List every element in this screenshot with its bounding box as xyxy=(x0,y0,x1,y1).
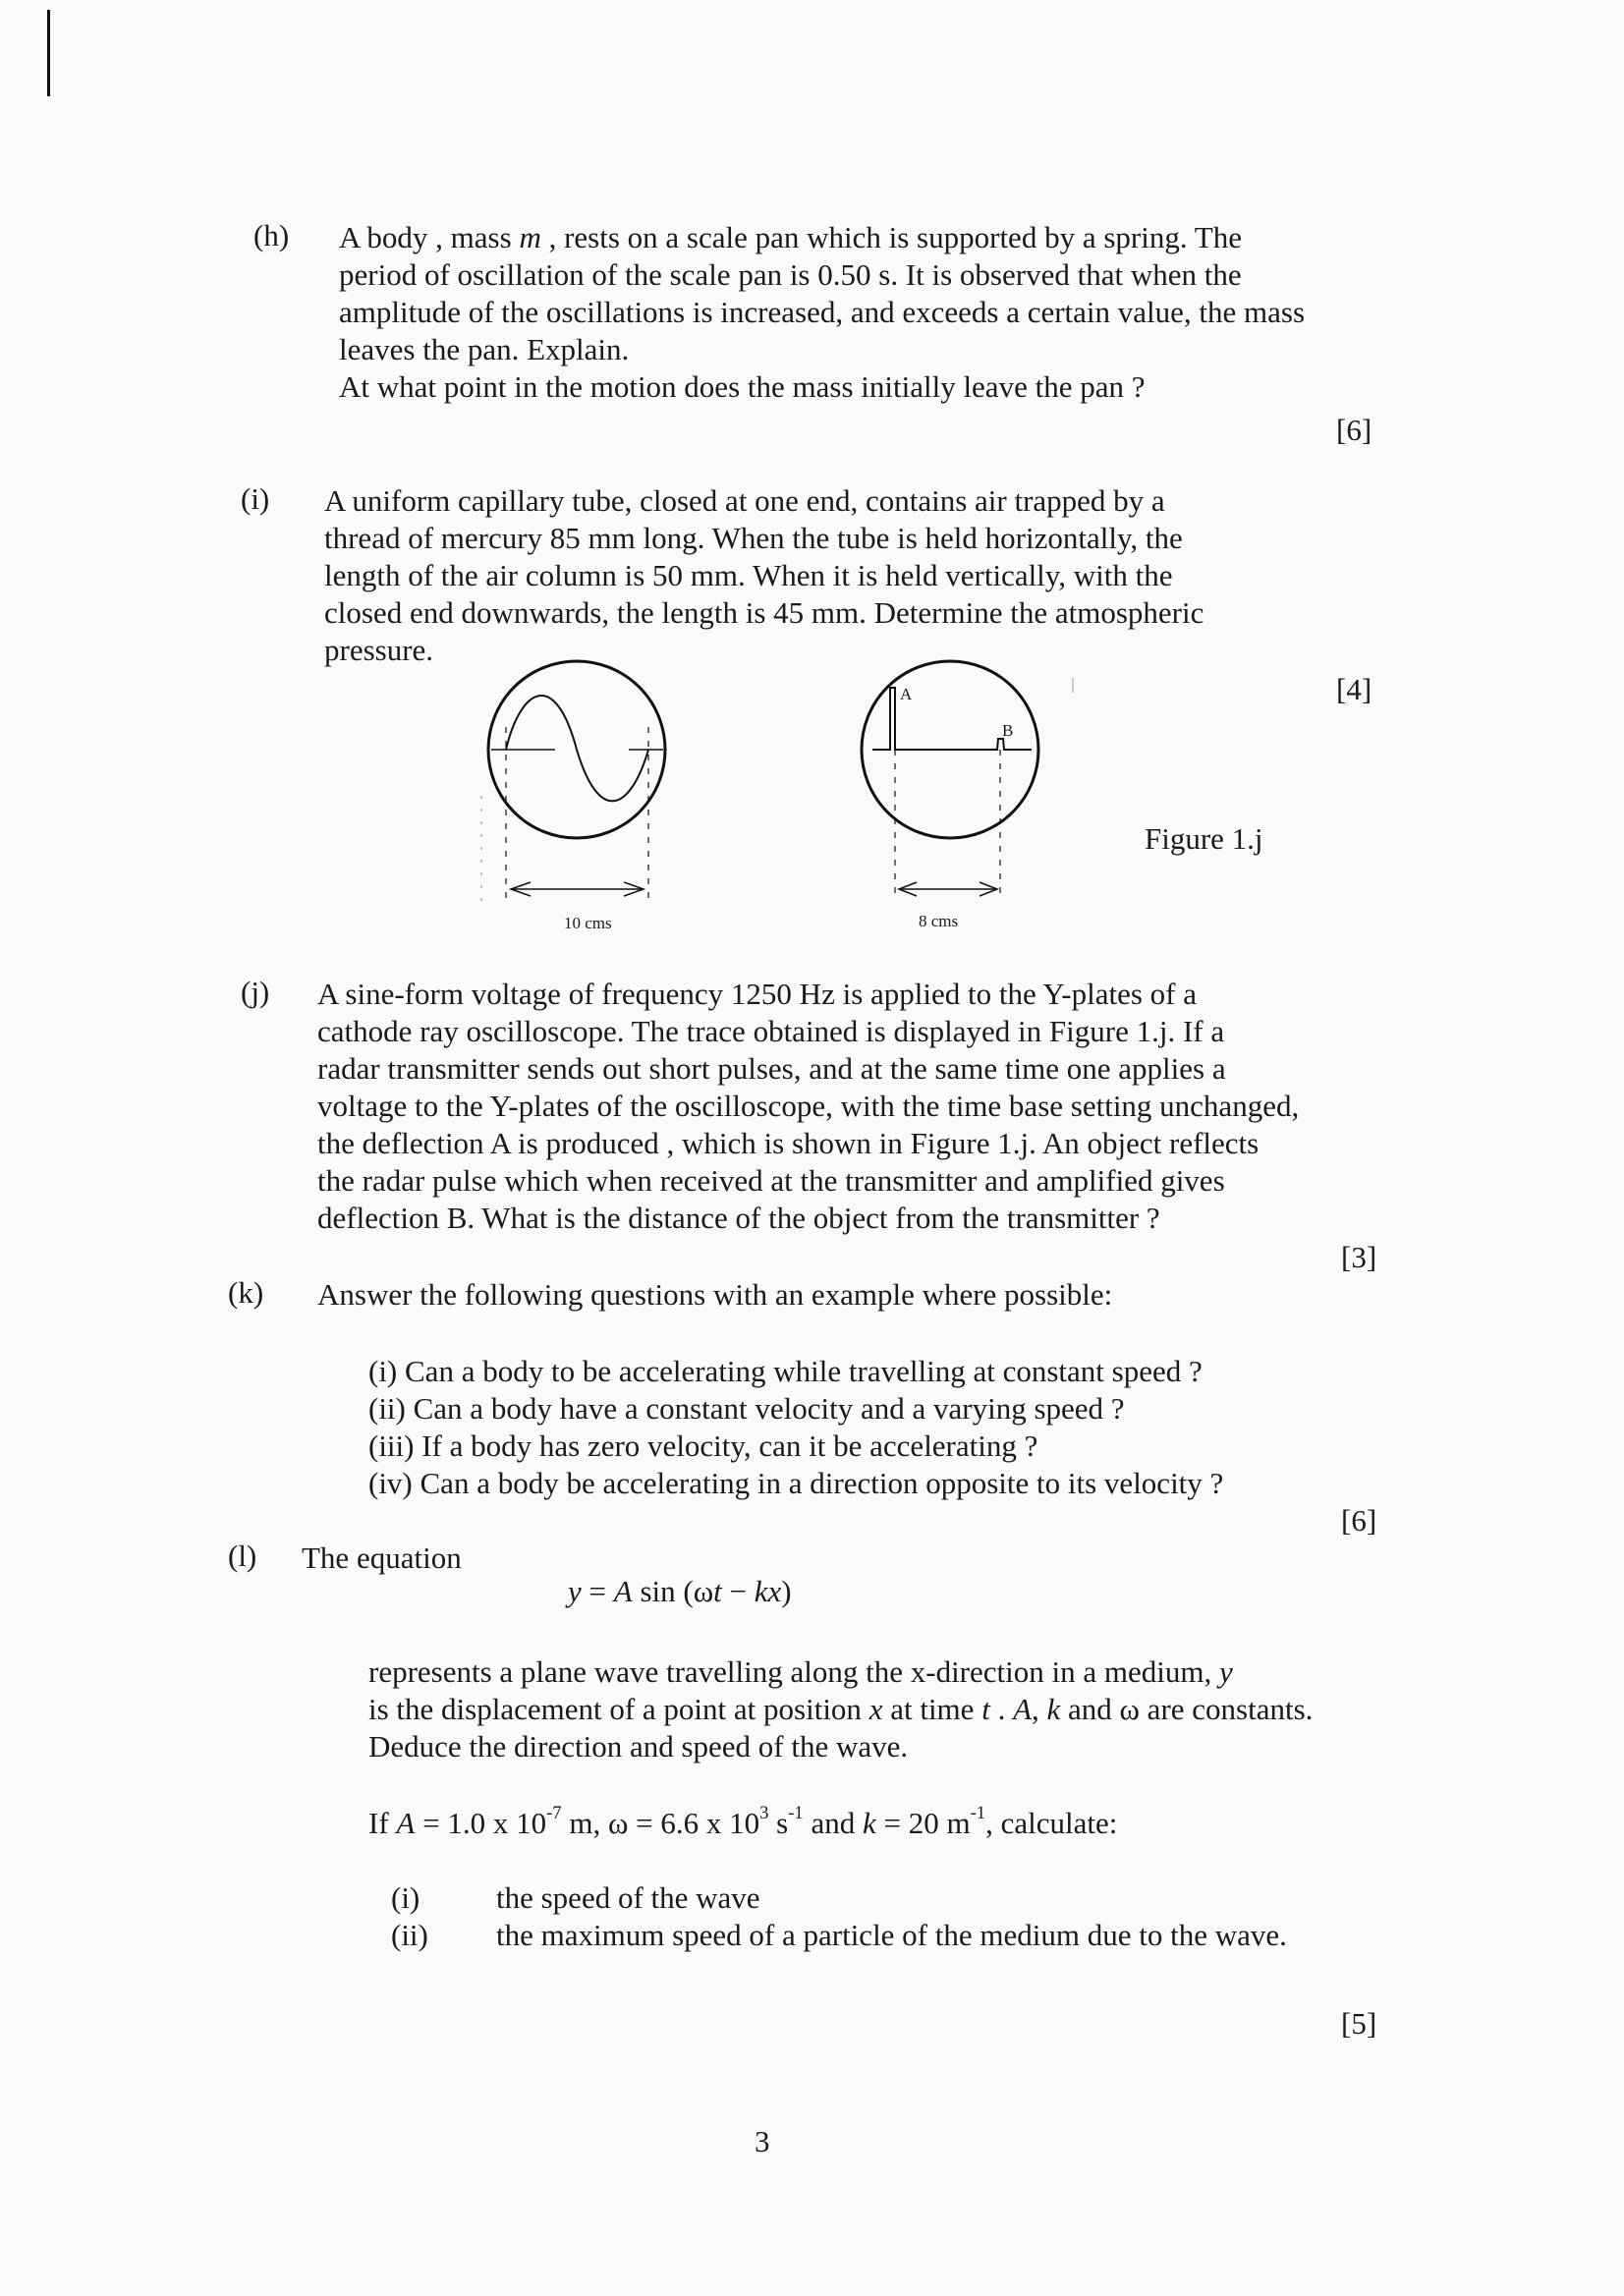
question-i-line: closed end downwards, the length is 45 mm. Determine the atmospheric xyxy=(324,595,1204,630)
question-l-given: If A = 1.0 x $10^{-7}$ m, ω = 6.6 x $10^3$ $s^{-1}$ and k = 20 $m^{-1}$, calculate: xyxy=(368,1803,1118,1840)
question-k-item: (iv) Can a body be accelerating in a direction opposite to its velocity ? xyxy=(368,1466,1224,1500)
oscilloscope-figure xyxy=(462,648,1091,943)
question-i-line: pressure. xyxy=(324,633,434,667)
question-i-line: A uniform capillary tube, closed at one end, contains air trapped by a xyxy=(324,483,1165,518)
left-width-label: 10 cms xyxy=(564,914,612,932)
figure-caption: Figure 1.j xyxy=(1145,821,1263,856)
right-width-label: 8 cms xyxy=(919,912,959,930)
question-j-line: deflection B. What is the distance of the object from the transmitter ? xyxy=(317,1201,1160,1235)
question-i-line: thread of mercury 85 mm long. When the tube is held horizontally, the xyxy=(324,521,1183,555)
question-j-marks: [3] xyxy=(1341,1240,1377,1274)
question-l-intro: The equation xyxy=(302,1540,462,1575)
question-j-line: the radar pulse which when received at the transmitter and amplified gives xyxy=(317,1163,1225,1198)
question-h-line: At what point in the motion does the mass initially leave the pan ? xyxy=(339,369,1146,404)
question-k-item: (i) Can a body to be accelerating while travelling at constant speed ? xyxy=(368,1354,1203,1388)
sine-trace xyxy=(506,696,648,801)
question-i-marks: [4] xyxy=(1336,672,1372,706)
question-l-sub-item: the speed of the wave xyxy=(496,1880,760,1915)
question-l-line: is the displacement of a point at position x at time t . A, k and ω are constants. xyxy=(368,1692,1314,1726)
question-k-marks: [6] xyxy=(1341,1503,1377,1538)
question-l-line: Deduce the direction and speed of the wave. xyxy=(368,1729,909,1764)
question-k-label: (k) xyxy=(228,1275,264,1310)
question-h-marks: [6] xyxy=(1336,413,1372,447)
question-h-line: amplitude of the oscillations is increased, and exceeds a certain value, the mass xyxy=(339,295,1306,329)
question-j-label: (j) xyxy=(241,975,270,1009)
question-l-sub-label: (i) xyxy=(391,1880,420,1915)
question-k-intro: Answer the following questions with an example where possible: xyxy=(317,1277,1113,1312)
question-j-line: radar transmitter sends out short pulses, and at the same time one applies a xyxy=(317,1051,1226,1086)
question-j-line: the deflection A is produced , which is shown in Figure 1.j. An object reflects xyxy=(317,1126,1260,1160)
question-i-label: (i) xyxy=(241,481,270,516)
question-j-line: voltage to the Y-plates of the oscilloscope, with the time base setting unchanged, xyxy=(317,1089,1300,1123)
question-h-line: period of oscillation of the scale pan is 0.50 s. It is observed that when the xyxy=(339,257,1242,292)
question-h-label: (h) xyxy=(253,218,290,252)
wave-equation: y = A sin (ωt − kx) xyxy=(568,1574,792,1608)
question-h-line: A body , mass m , rests on a scale pan which is supported by a spring. The xyxy=(339,220,1242,254)
question-l-label: (l) xyxy=(228,1539,257,1573)
label-b: B xyxy=(1002,721,1014,740)
question-j-line: cathode ray oscilloscope. The trace obtained is displayed in Figure 1.j. If a xyxy=(317,1014,1225,1048)
question-k-item: (iii) If a body has zero velocity, can it be accelerating ? xyxy=(368,1428,1038,1463)
page-number: 3 xyxy=(755,2124,770,2158)
question-l-line: represents a plane wave travelling along the x-direction in a medium, y xyxy=(368,1654,1233,1689)
question-j-line: A sine-form voltage of frequency 1250 Hz is applied to the Y-plates of a xyxy=(317,977,1198,1011)
label-a: A xyxy=(900,685,913,703)
question-l-sub-label: (ii) xyxy=(391,1918,428,1952)
question-l-sub-item: the maximum speed of a particle of the medium due to the wave. xyxy=(496,1918,1287,1952)
question-h-line: leaves the pan. Explain. xyxy=(339,332,630,366)
question-l-marks: [5] xyxy=(1341,2006,1377,2041)
question-k-item: (ii) Can a body have a constant velocity and a varying speed ? xyxy=(368,1391,1125,1426)
question-i-line: length of the air column is 50 mm. When it is held vertically, with the xyxy=(324,558,1173,592)
binding-edge-mark xyxy=(47,10,50,96)
